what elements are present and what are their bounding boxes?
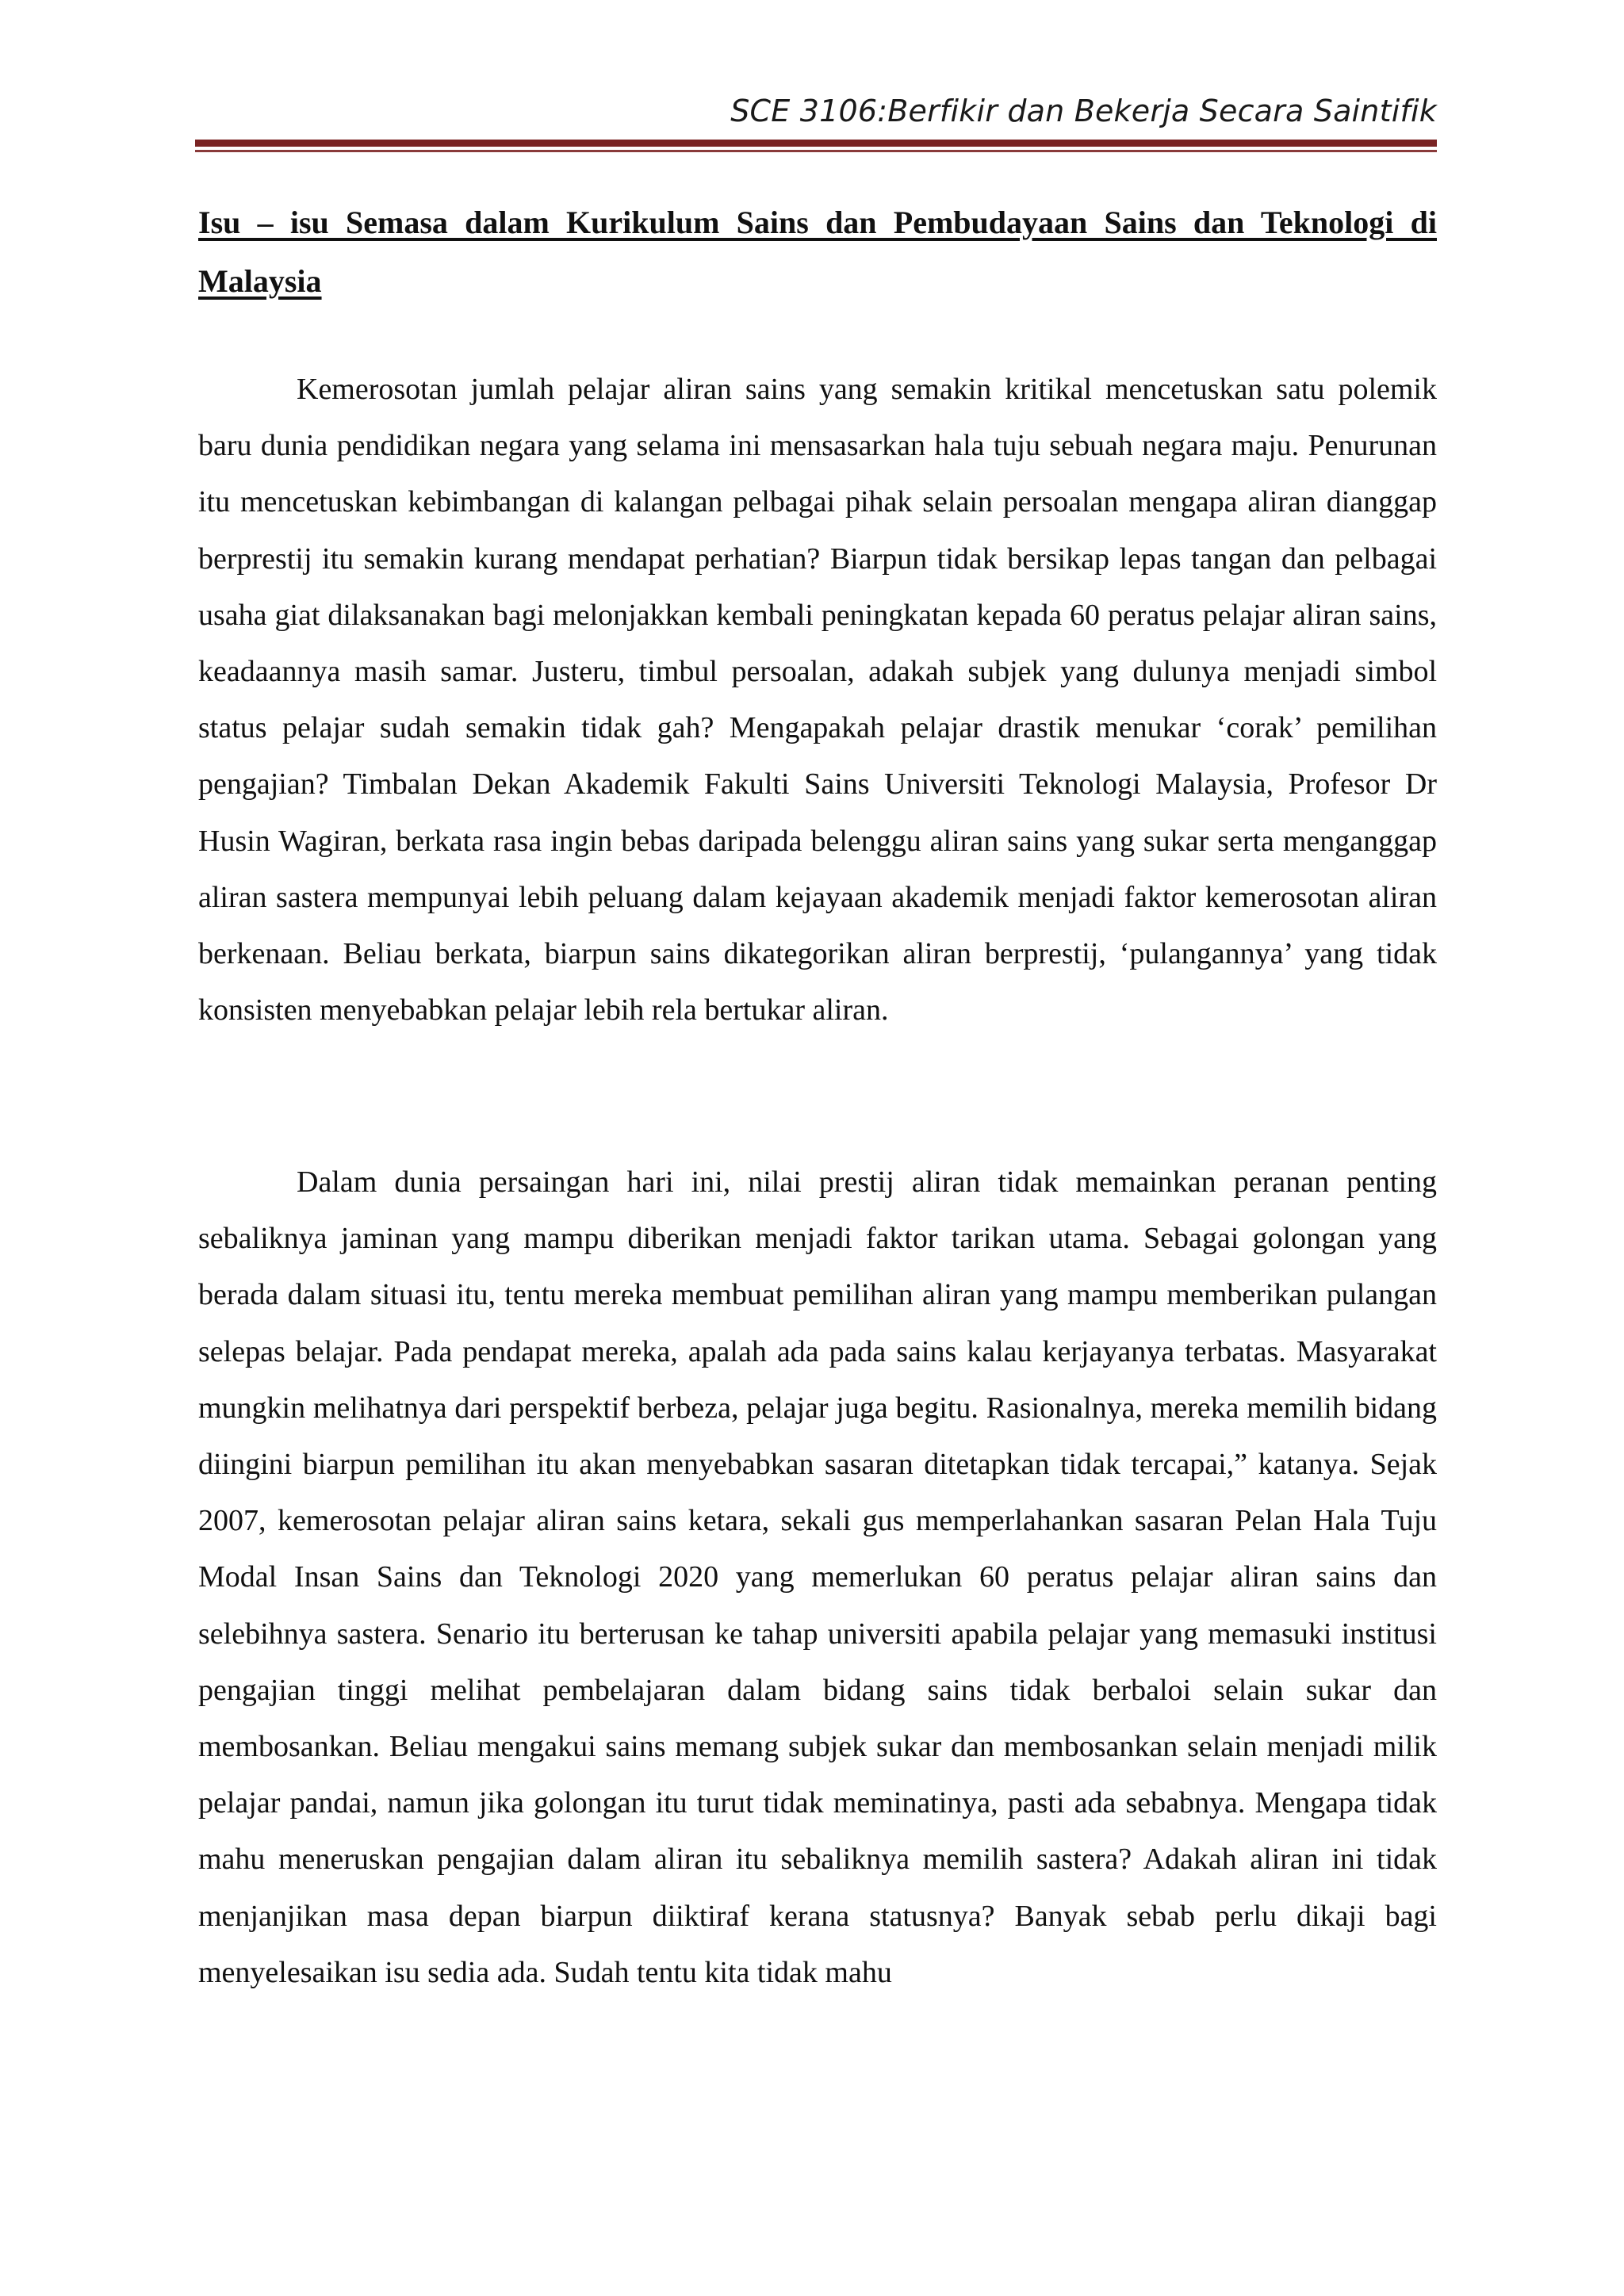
paragraph-1: Kemerosotan jumlah pelajar aliran sains yang semakin kritikal mencetuskan satu polemik baru dunia pendidikan negara yang selama ini mensasarkan hala tuju sebuah negara maju. Penurunan itu mencetuskan kebimbangan di kalangan pelbagai pihak selain persoalan mengapa aliran dianggap berprestij itu semakin kurang mendapat perhatian? Biarpun tidak bersikap lepas tangan dan pelbagai usaha giat dilaksanakan bagi melonjakkan kembali peningkatan kepada 60 peratus pelajar aliran sains, keadaannya masih samar. Justeru, timbul persoalan, adakah subjek yang dulunya menjadi simbol status pelajar sudah semakin tidak gah? Mengapakah pelajar drastik menukar ‘corak’ pemilihan pengajian? Timbalan Dekan Akademik Fakulti Sains Universiti Teknologi Malaysia, Profesor Dr Husin Wagiran, berkata rasa ingin bebas daripada belenggu aliran sains yang sukar serta menganggap aliran sastera mempunyai lebih peluang dalam kejayaan akademik menjadi faktor kemerosotan aliran berkenaan. Beliau berkata, biarpun sains dikategorikan aliran berprestij, ‘pulangannya’ yang tidak konsisten menyebabkan pelajar lebih rela bertukar aliran. <box>198 373 1437 1027</box>
header-rule-thick <box>195 140 1437 147</box>
header-rule-thin <box>195 150 1437 152</box>
paragraph-2: Dalam dunia persaingan hari ini, nilai prestij aliran tidak memainkan peranan penting sebaliknya jaminan yang mampu diberikan menjadi faktor tarikan utama. Sebagai golongan yang berada dalam situasi itu, tentu mereka membuat pemilihan aliran yang mampu memberikan pulangan selepas belajar. Pada pendapat mereka, apalah ada pada sains kalau kerjayanya terbatas. Masyarakat mungkin melihatnya dari perspektif berbeza, pelajar juga begitu. Rasionalnya, mereka memilih bidang diingini biarpun pemilihan itu akan menyebabkan sasaran ditetapkan tidak tercapai,” katanya. Sejak 2007, kemerosotan pelajar aliran sains ketara, sekali gus memperlahankan sasaran Pelan Hala Tuju Modal Insan Sains dan Teknologi 2020 yang memerlukan 60 peratus pelajar aliran sains dan selebihnya sastera. Senario itu berterusan ke tahap universiti apabila pelajar yang memasuki institusi pengajian tinggi melihat pembelajaran dalam bidang sains tidak berbaloi selain sukar dan membosankan. Beliau mengakui sains memang subjek sukar dan membosankan selain menjadi milik pelajar pandai, namun jika golongan itu turut tidak meminatinya, pasti ada sebabnya. Mengapa tidak mahu meneruskan pengajian dalam aliran itu sebaliknya memilih sastera? Adakah aliran ini tidak menjanjikan masa depan biarpun diiktiraf kerana statusnya? Banyak sebab perlu dikaji bagi menyelesaikan isu sedia ada. Sudah tentu kita tidak mahu <box>198 1165 1437 1989</box>
running-header: SCE 3106:Berfikir dan Bekerja Secara Saintifik <box>730 94 1437 128</box>
document-title: Isu – isu Semasa dalam Kurikulum Sains dan Pembudayaan Sains dan Teknologi di Malaysia <box>198 205 1437 299</box>
